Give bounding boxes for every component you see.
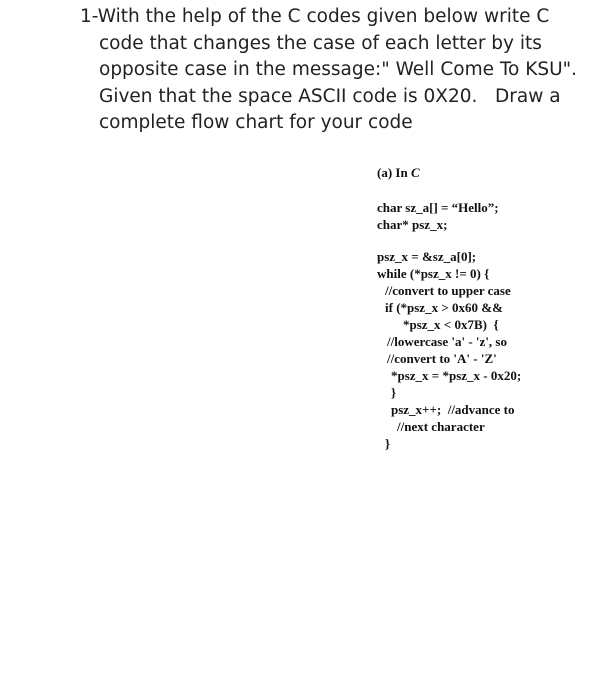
question-line-text: With the help of the C codes given below write C <box>97 6 550 27</box>
code-line-10: *psz_x = *psz_x - 0x20; <box>391 368 522 383</box>
question-line-2: code that changes the case of each letter by its <box>99 32 542 54</box>
code-title <box>377 165 521 181</box>
code-line-8: //lowercase 'a' - 'z', so <box>387 334 507 349</box>
question-line-3: opposite case in the message:" Well Come To KSU". <box>99 59 578 80</box>
code-gap <box>377 233 521 248</box>
code-line-9: //convert to 'A' - 'Z' <box>387 351 497 366</box>
code-figure <box>377 165 521 452</box>
code-line-1: char sz_a[] = “Hello”; <box>377 200 499 215</box>
code-line-4: while (*psz_x != 0) { <box>377 266 490 281</box>
code-line-5: //convert to upper case <box>385 283 511 298</box>
question-line-1 <box>80 4 600 31</box>
code-line-2: char* psz_x; <box>377 217 448 232</box>
code-line-6: if (*psz_x > 0x60 && <box>385 300 503 315</box>
code-line-7: *psz_x < 0x7B) { <box>403 317 499 332</box>
code-line-12: psz_x++; //advance to <box>391 402 515 417</box>
code-line-14: } <box>385 436 391 451</box>
question-line-5: complete flow chart for your code <box>99 112 413 133</box>
question-number: 1- <box>80 6 98 27</box>
code-line-13: //next character <box>397 419 485 434</box>
code-line-11: } <box>391 385 397 400</box>
question-text <box>80 4 600 137</box>
code-title-prefix: (a) In <box>377 165 411 180</box>
question-line-4: Given that the space ASCII code is 0X20. Draw a <box>99 85 561 107</box>
code-title-language: C <box>410 165 420 180</box>
code-line-3: psz_x = &sz_a[0]; <box>377 249 477 264</box>
